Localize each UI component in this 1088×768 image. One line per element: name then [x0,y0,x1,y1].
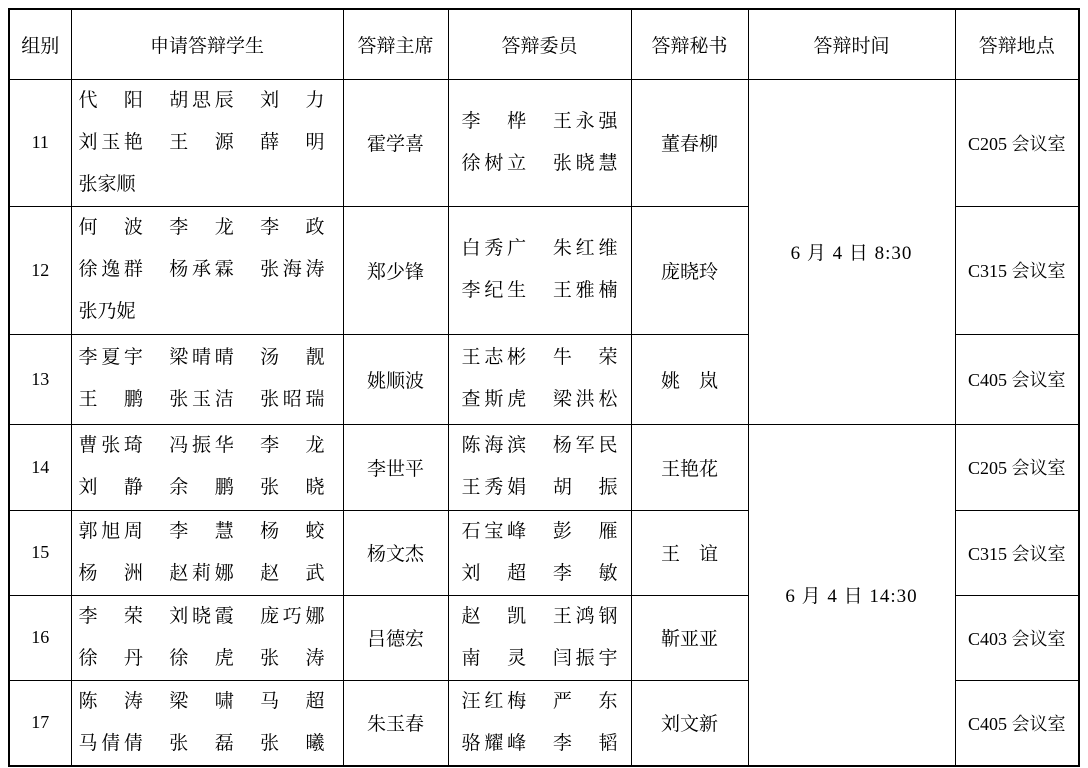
committee-line: 李 桦 王永强 [461,110,618,132]
students-cell [71,334,343,424]
committee-cell [448,79,631,206]
committee-cell [448,334,631,424]
location-cell: C205 会议室 [955,424,1079,510]
student-line: 张乃妮 [78,301,136,322]
chair-cell: 霍学喜 [343,79,448,206]
location-cell: C205 会议室 [955,79,1079,206]
time-cell-morning: 6 月 4 日 8:30 [748,79,955,424]
time-cell-afternoon: 6 月 4 日 14:30 [748,424,955,766]
secretary-cell: 刘文新 [631,680,748,766]
location-cell: C315 会议室 [955,206,1079,334]
location-cell: C403 会议室 [955,595,1079,680]
committee-line: 陈海滨 杨军民 [461,435,618,456]
student-line: 代 阳 胡思辰 刘 力 [78,89,325,111]
committee-line: 赵 凯 王鸿钢 [461,605,618,627]
committee-line: 白秀广 朱红维 [461,238,618,259]
student-line: 徐逸群 杨承霖 张海涛 [78,259,325,280]
header-location: 答辩地点 [955,9,1079,79]
student-line: 李夏宇 梁晴晴 汤 靓 [78,347,325,368]
group-cell: 15 [9,510,71,595]
location-cell: C315 会议室 [955,510,1079,595]
group-cell: 17 [9,680,71,766]
group-cell: 11 [9,79,71,206]
header-secretary: 答辩秘书 [631,9,748,79]
committee-cell [448,206,631,334]
students-cell [71,206,343,334]
header-students: 申请答辩学生 [71,9,343,79]
secretary-cell: 姚 岚 [631,334,748,424]
students-cell [71,595,343,680]
header-row [9,9,1079,79]
committee-line: 徐树立 张晓慧 [461,152,618,174]
header-committee: 答辩委员 [448,9,631,79]
group-cell: 12 [9,206,71,334]
student-line: 陈 涛 梁 啸 马 超 [78,690,325,712]
committee-line: 汪红梅 严 东 [461,690,618,712]
location-cell: C405 会议室 [955,334,1079,424]
committee-line: 南 灵 闫振宇 [461,647,618,669]
table-row-group-14 [9,424,1079,510]
group-cell: 16 [9,595,71,680]
committee-cell [448,680,631,766]
committee-line: 石宝峰 彭 雁 [461,520,618,542]
student-line: 刘 静 余 鹏 张 晓 [78,477,325,498]
committee-line: 骆耀峰 李 韬 [461,732,618,754]
chair-cell: 姚顺波 [343,334,448,424]
chair-cell: 杨文杰 [343,510,448,595]
chair-cell: 吕德宏 [343,595,448,680]
table-row-group-11 [9,79,1079,206]
secretary-cell: 王艳花 [631,424,748,510]
students-cell [71,510,343,595]
header-time: 答辩时间 [748,9,955,79]
student-line: 杨 洲 赵莉娜 赵 武 [78,562,325,584]
secretary-cell: 靳亚亚 [631,595,748,680]
committee-cell [448,510,631,595]
committee-line: 查斯虎 梁洪松 [461,389,618,410]
students-cell [71,424,343,510]
student-line: 徐 丹 徐 虎 张 涛 [78,647,325,669]
committee-line: 王秀娟 胡 振 [461,477,618,498]
student-line: 何 波 李 龙 李 政 [78,217,325,238]
chair-cell: 郑少锋 [343,206,448,334]
chair-cell: 朱玉春 [343,680,448,766]
students-cell [71,680,343,766]
secretary-cell: 董春柳 [631,79,748,206]
secretary-cell: 王 谊 [631,510,748,595]
committee-cell [448,424,631,510]
group-cell: 14 [9,424,71,510]
student-line: 马倩倩 张 磊 张 曦 [78,732,325,754]
location-cell: C405 会议室 [955,680,1079,766]
defense-schedule-table [8,8,1080,767]
secretary-cell: 庞晓玲 [631,206,748,334]
committee-line: 李纪生 王雅楠 [461,280,618,301]
student-line: 王 鹏 张玉洁 张昭瑞 [78,389,325,410]
student-line: 张家顺 [78,173,136,195]
student-line: 曹张琦 冯振华 李 龙 [78,435,325,456]
student-line: 刘玉艳 王 源 薛 明 [78,131,325,153]
header-group: 组别 [9,9,71,79]
committee-line: 刘 超 李 敏 [461,562,618,584]
committee-cell [448,595,631,680]
student-line: 李 荣 刘晓霞 庞巧娜 [78,605,325,627]
committee-line: 王志彬 牛 荣 [461,347,618,368]
group-cell: 13 [9,334,71,424]
students-cell [71,79,343,206]
chair-cell: 李世平 [343,424,448,510]
header-chair: 答辩主席 [343,9,448,79]
student-line: 郭旭周 李 慧 杨 蛟 [78,520,325,542]
